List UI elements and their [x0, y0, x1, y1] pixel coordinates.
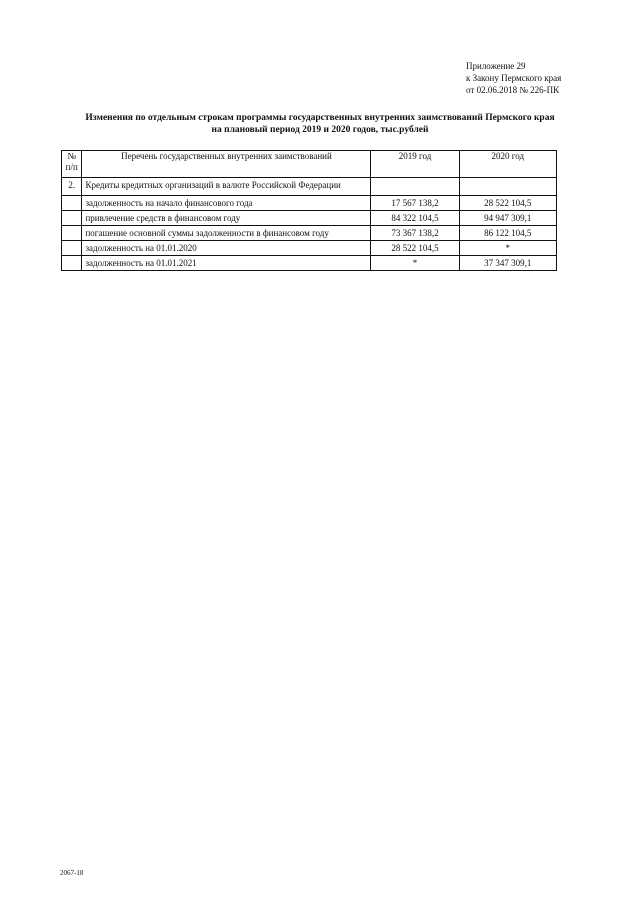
section-number: 2.	[62, 178, 82, 196]
header-2020: 2020 год	[459, 151, 556, 178]
header-number-line-1: №	[67, 151, 77, 161]
header-name: Перечень государственных внутренних заимствований	[82, 151, 371, 178]
row-2019-value: 73 367 138,2	[371, 226, 459, 241]
row-name: привлечение средств в финансовом году	[82, 211, 371, 226]
table-row	[62, 196, 557, 211]
row-2020-value: 86 122 104,5	[459, 226, 556, 241]
row-2020-value: 28 522 104,5	[459, 196, 556, 211]
borrowings-table	[61, 150, 557, 271]
row-number-empty	[62, 256, 82, 271]
table-row	[62, 241, 557, 256]
row-2019-value: 84 322 104,5	[371, 211, 459, 226]
table-header-row	[62, 151, 557, 178]
appendix-line-2: к Закону Пермского края	[466, 73, 562, 83]
title-line-2: на плановый период 2019 и 2020 годов, тыс.рублей	[211, 125, 429, 135]
row-name: задолженность на начало финансового года	[82, 196, 371, 211]
row-2019-value: 17 567 138,2	[371, 196, 459, 211]
table-row	[62, 226, 557, 241]
header-number	[62, 151, 82, 178]
header-2019: 2019 год	[371, 151, 459, 178]
row-number-empty	[62, 241, 82, 256]
title-line-1: Изменения по отдельным строкам программы государственных внутренних заимствований Пермского края	[85, 113, 555, 123]
row-number-empty	[62, 211, 82, 226]
table-row	[62, 256, 557, 271]
section-name: Кредиты кредитных организаций в валюте Российской Федерации	[82, 178, 371, 196]
row-2020-value: 94 947 309,1	[459, 211, 556, 226]
table-row	[62, 211, 557, 226]
appendix-line-1: Приложение 29	[466, 61, 526, 71]
row-2020-value: 37 347 309,1	[459, 256, 556, 271]
row-name: задолженность на 01.01.2021	[82, 256, 371, 271]
row-number-empty	[62, 226, 82, 241]
row-name: задолженность на 01.01.2020	[82, 241, 371, 256]
appendix-line-3: от 02.06.2018 № 226-ПК	[466, 85, 560, 95]
row-2019-value: 28 522 104,5	[371, 241, 459, 256]
appendix-reference	[466, 60, 561, 96]
section-row	[62, 178, 557, 196]
row-2020-value: *	[459, 241, 556, 256]
header-number-line-2: п/п	[65, 162, 78, 172]
section-2020-empty	[459, 178, 556, 196]
document-code: 2067-18	[60, 869, 84, 877]
row-number-empty	[62, 196, 82, 211]
row-2019-value: *	[371, 256, 459, 271]
section-2019-empty	[371, 178, 459, 196]
row-name: погашение основной суммы задолженности в финансовом году	[82, 226, 371, 241]
document-title	[60, 112, 580, 136]
